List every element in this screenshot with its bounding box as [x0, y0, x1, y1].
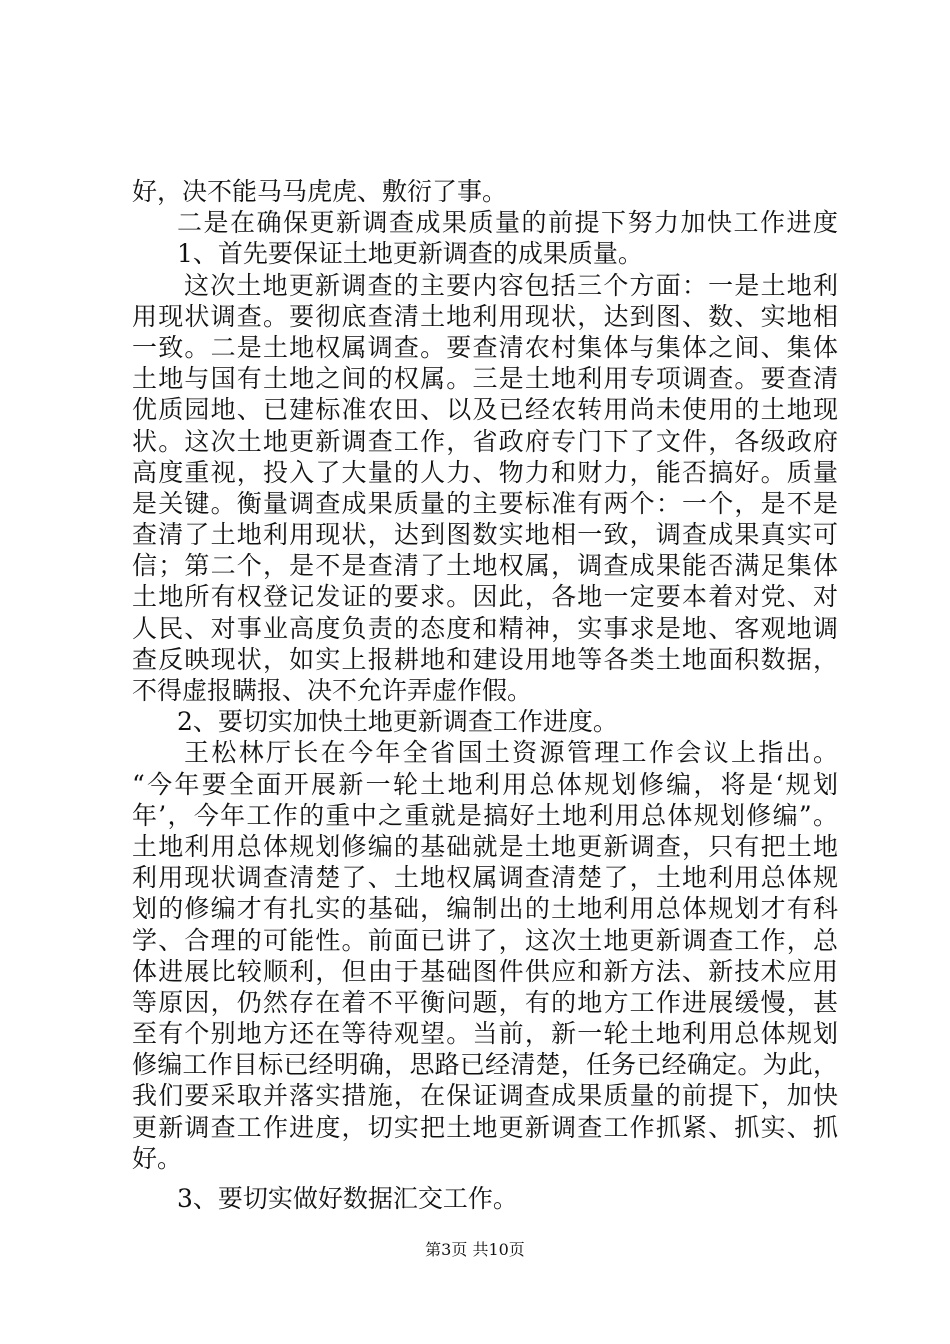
text-line: 利用现状调查清楚了、土地权属调查清楚了，土地利用总体规 — [132, 863, 838, 893]
text-line: 我们要采取并落实措施，在保证调查成果质量的前提下，加快 — [132, 1081, 838, 1111]
text-line: 优质园地、已建标准农田、以及已经农转用尚未使用的土地现 — [132, 395, 838, 425]
text-line: 土地利用总体规划修编的基础就是土地更新调查，只有把土地 — [132, 831, 838, 861]
text-line: 1、首先要保证土地更新调查的成果质量。 — [177, 239, 643, 269]
text-line: 至有个别地方还在等待观望。当前，新一轮土地利用总体规划 — [132, 1019, 838, 1049]
text-line: 查反映现状，如实上报耕地和建设用地等各类土地面积数据， — [132, 644, 838, 674]
document-body — [132, 176, 838, 1214]
text-line: 好。 — [132, 1143, 183, 1173]
text-line: 划的修编才有扎实的基础，编制出的土地利用总体规划才有科 — [132, 894, 838, 924]
text-line: 高度重视，投入了大量的人力、物力和财力，能否搞好。质量 — [132, 457, 838, 487]
text-line: 等原因，仍然存在着不平衡问题，有的地方工作进展缓慢，甚 — [132, 987, 838, 1017]
page-footer: 第3页 共10页 — [425, 1240, 525, 1259]
text-line: 修编工作目标已经明确，思路已经清楚，任务已经确定。为此， — [132, 1050, 838, 1080]
text-line: 3、要切实做好数据汇交工作。 — [177, 1184, 518, 1213]
text-line: 查清了土地利用现状，达到图数实地相一致，调查成果真实可 — [132, 520, 838, 550]
text-line: 2、要切实加快土地更新调查工作进度。 — [177, 707, 618, 737]
text-line: 用现状调查。要彻底查清土地利用现状，达到图、数、实地相 — [132, 301, 838, 331]
text-line: 年’，今年工作的重中之重就是搞好土地利用总体规划修编”。 — [132, 800, 838, 830]
text-line: 信；第二个，是不是查清了土地权属，调查成果能否满足集体 — [132, 551, 838, 581]
text-line: 这次土地更新调查的主要内容包括三个方面：一是土地利 — [184, 270, 838, 300]
text-line: 体进展比较顺利，但由于基础图件供应和新方法、新技术应用 — [132, 956, 838, 986]
text-line: 是关键。衡量调查成果质量的主要标准有两个：一个，是不是 — [132, 488, 838, 518]
text-line: 不得虚报瞒报、决不允许弄虚作假。 — [132, 676, 533, 705]
text-line: 状。这次土地更新调查工作，省政府专门下了文件，各级政府 — [132, 426, 838, 456]
text-line: “今年要全面开展新一轮土地利用总体规划修编，将是‘规划 — [132, 769, 838, 799]
text-line: 学、合理的可能性。前面已讲了，这次土地更新调查工作，总 — [132, 925, 838, 955]
text-line: 更新调查工作进度，切实把土地更新调查工作抓紧、抓实、抓 — [132, 1112, 838, 1142]
text-line: 王松林厅长在今年全省国土资源管理工作会议上指出。 — [184, 738, 838, 768]
text-line: 二是在确保更新调查成果质量的前提下努力加快工作进度 — [177, 208, 838, 238]
text-line: 人民、对事业高度负责的态度和精神，实事求是地、客观地调 — [132, 613, 838, 643]
text-line: 土地所有权登记发证的要求。因此，各地一定要本着对党、对 — [132, 582, 838, 612]
text-line: 一致。二是土地权属调查。要查清农村集体与集体之间、集体 — [132, 332, 838, 362]
text-line: 土地与国有土地之间的权属。三是土地利用专项调查。要查清 — [132, 364, 838, 394]
text-line: 好，决不能马马虎虎、敷衍了事。 — [132, 177, 508, 206]
